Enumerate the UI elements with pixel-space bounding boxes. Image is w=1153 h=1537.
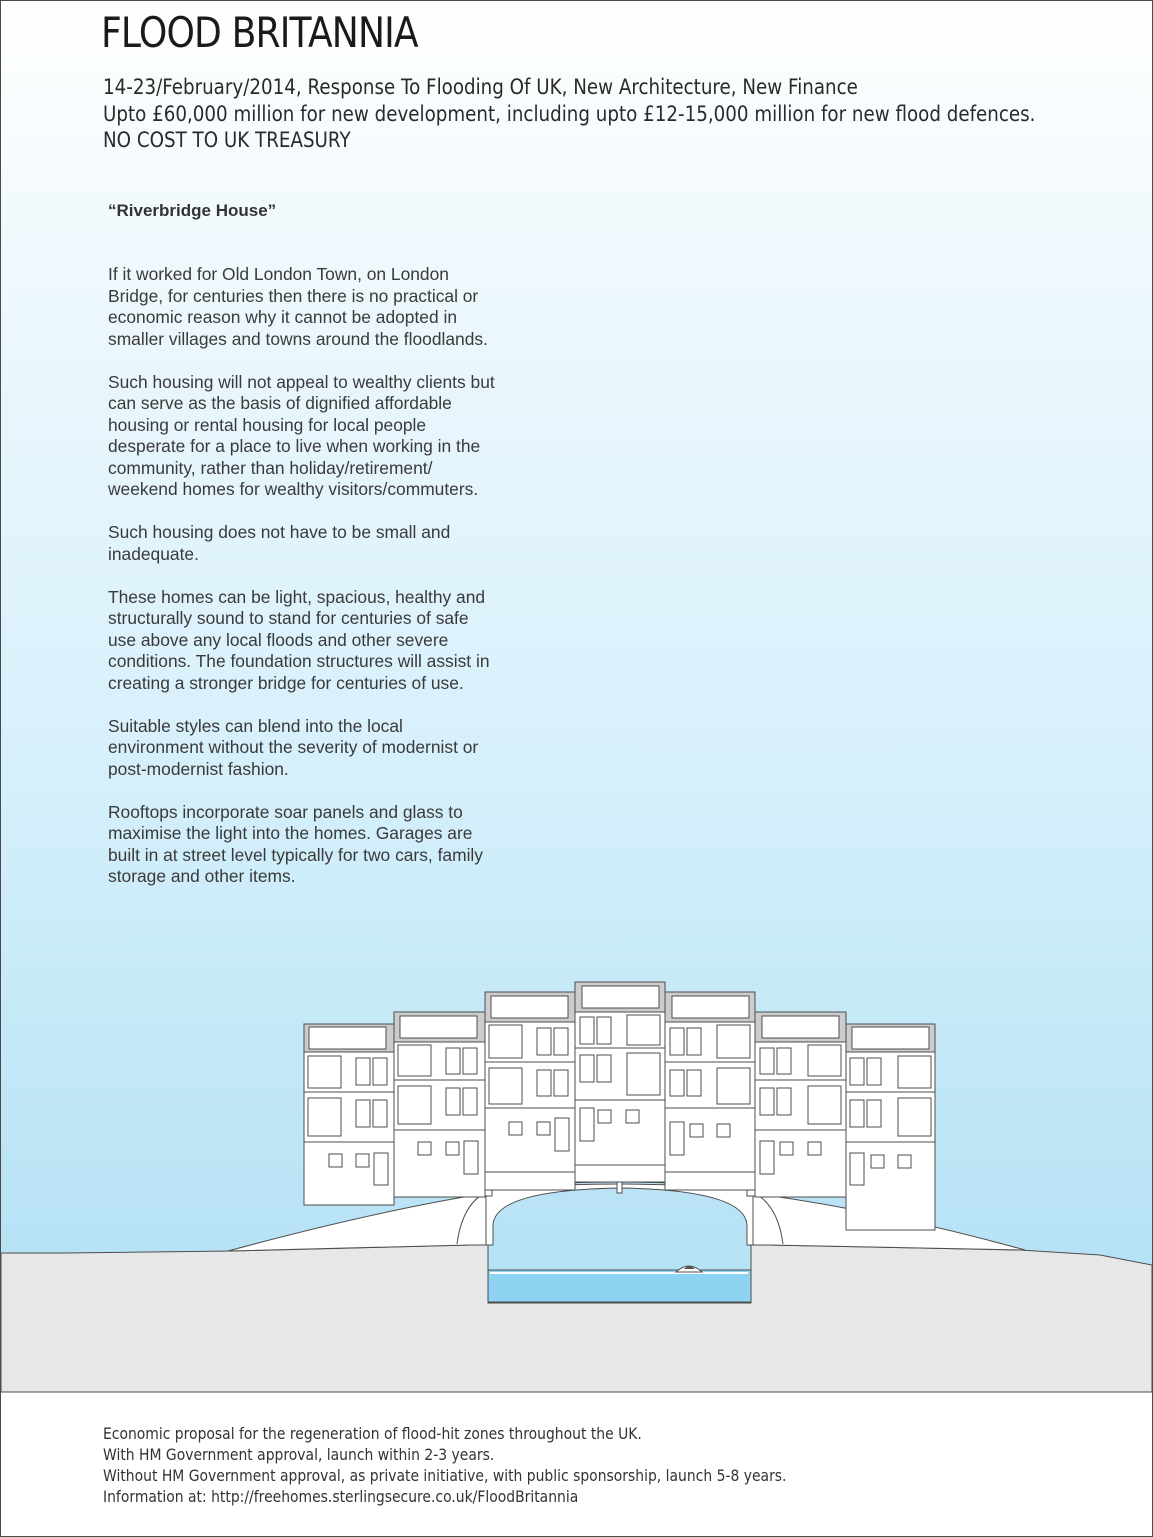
article-body [108, 264, 548, 909]
subtitle-funding: Upto £60,000 million for new development, including upto £12-15,000 million for new flood defences. [103, 101, 1036, 126]
page-title: FLOOD BRITANNIA [101, 8, 418, 57]
building-block-5 [665, 992, 755, 1190]
footer-info-link: Information at: http://freehomes.sterlingsecure.co.uk/FloodBritannia [103, 1487, 579, 1506]
article-paragraph: Rooftops incorporate soar panels and glass to maximise the light into the homes. Garages are built in at street level typically for two cars, family storage and other items. [108, 801, 483, 886]
riverbridge-house-illustration [0, 970, 1153, 1393]
subtitle-block [103, 74, 1035, 154]
footer-private: Without HM Government approval, as private initiative, with public sponsorship, launch 5-8 years. [103, 1466, 787, 1485]
building-block-6 [755, 1012, 846, 1197]
ground-terrain [1, 1245, 1152, 1392]
footer-approval: With HM Government approval, launch within 2-3 years. [103, 1445, 495, 1464]
boat-icon [676, 1266, 702, 1272]
article-paragraph: Such housing does not have to be small and inadequate. [108, 522, 451, 564]
article-paragraph: If it worked for Old London Town, on London Bridge, for centuries then there is no practical or economic reason why it cannot be adopted in smaller villages and towns around the floodlands. [108, 264, 488, 349]
footer-proposal: Economic proposal for the regeneration of flood-hit zones throughout the UK. [103, 1424, 642, 1443]
subtitle-treasury: NO COST TO UK TREASURY [103, 128, 351, 152]
subtitle-dates: 14-23/February/2014, Response To Flooding Of UK, New Architecture, New Finance [103, 75, 858, 99]
article-heading: “Riverbridge House” [108, 201, 277, 220]
footer-notes [103, 1423, 786, 1507]
article-paragraph: These homes can be light, spacious, healthy and structurally sound to stand for centuries of safe use above any local floods and other severe conditions. The foundation structures will assist in creating a stronger bridge for centuries of use. [108, 586, 490, 693]
building-block-1 [304, 1024, 394, 1205]
building-block-3 [485, 992, 575, 1190]
building-block-7 [846, 1024, 935, 1230]
article-paragraph: Suitable styles can blend into the local environment without the severity of modernist or post-modernist fashion. [108, 715, 479, 779]
building-block-4 [575, 982, 665, 1182]
article-paragraph: Such housing will not appeal to wealthy clients but can serve as the basis of dignified affordable housing or rental housing for local people desperate for a place to live when working in the community, rather than holiday/retirement/ weekend homes for wealthy visitors/commuters. [108, 371, 495, 499]
river-water [487, 1270, 751, 1302]
building-block-2 [394, 1012, 485, 1197]
